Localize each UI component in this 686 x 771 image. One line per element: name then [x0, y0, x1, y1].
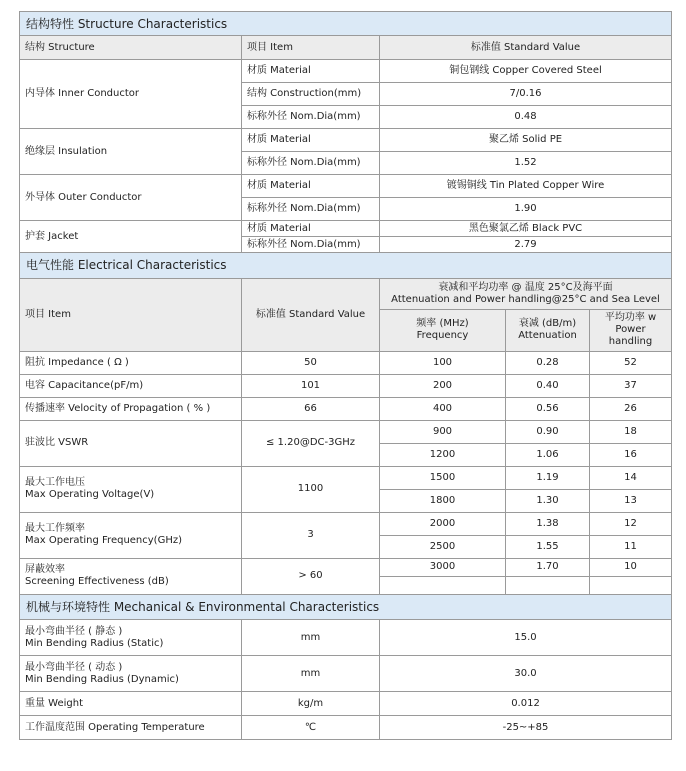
min-bend-static-label-en: Min Bending Radius (Static): [25, 637, 164, 649]
attenuation-cell: 1.55: [506, 535, 590, 558]
insulation-item: 材质 Material: [242, 129, 380, 152]
weight-unit: kg/m: [242, 692, 380, 716]
power-cell: 52: [590, 351, 672, 374]
weight-label: 重量 Weight: [20, 692, 242, 716]
velocity-label: 传播速率 Velocity of Propagation ( % ): [20, 397, 242, 420]
empty-cell: [506, 576, 590, 594]
structure-header: 结构 Structure: [20, 36, 242, 60]
attenuation-col-header: [506, 309, 590, 351]
jacket-label: 护套 Jacket: [20, 221, 242, 253]
power-cell: 11: [590, 535, 672, 558]
power-cell: 16: [590, 443, 672, 466]
power-cell: 12: [590, 512, 672, 535]
frequency-cell: 900: [380, 420, 506, 443]
outer-conductor-value: 1.90: [380, 198, 672, 221]
structure-table: [19, 11, 672, 253]
max-voltage-label: [20, 466, 242, 512]
structure-section-title: 结构特性 Structure Characteristics: [20, 12, 672, 36]
min-bend-dynamic-label-en: Min Bending Radius (Dynamic): [25, 673, 179, 685]
temperature-unit: ℃: [242, 716, 380, 740]
min-bend-static-label-cn: 最小弯曲半径 ( 静态 ): [25, 625, 123, 637]
min-bend-static-value: 15.0: [380, 620, 672, 656]
attenuation-header-en: Attenuation and Power handling@25°C and Sea Level: [391, 293, 660, 305]
min-bend-dynamic-value: 30.0: [380, 656, 672, 692]
attenuation-cell: 0.28: [506, 351, 590, 374]
attenuation-cell: 0.40: [506, 374, 590, 397]
velocity-value: 66: [242, 397, 380, 420]
frequency-cell: 1800: [380, 489, 506, 512]
attenuation-cell: 1.70: [506, 558, 590, 576]
min-bend-static-label: [20, 620, 242, 656]
attenuation-cell: 1.30: [506, 489, 590, 512]
power-cell: 10: [590, 558, 672, 576]
min-bend-dynamic-label-cn: 最小弯曲半径 ( 动态 ): [25, 661, 123, 673]
frequency-header: [380, 309, 506, 351]
empty-cell: [590, 576, 672, 594]
inner-conductor-item: 材质 Material: [242, 60, 380, 83]
impedance-value: 50: [242, 351, 380, 374]
screening-label-cn: 屏蔽效率: [25, 564, 65, 575]
screening-value: > 60: [242, 558, 380, 594]
inner-conductor-item: 结构 Construction(mm): [242, 83, 380, 106]
frequency-header-en: Frequency: [416, 330, 469, 341]
power-cell: 37: [590, 374, 672, 397]
mechanical-table: [19, 595, 672, 741]
max-voltage-value: 1100: [242, 466, 380, 512]
attenuation-cell: 1.19: [506, 466, 590, 489]
attenuation-cell: 1.06: [506, 443, 590, 466]
frequency-cell: 2500: [380, 535, 506, 558]
screening-label-en: Screening Effectiveness (dB): [25, 576, 169, 587]
frequency-cell: 3000: [380, 558, 506, 576]
frequency-cell: 400: [380, 397, 506, 420]
outer-conductor-item: 标称外径 Nom.Dia(mm): [242, 198, 380, 221]
inner-conductor-value: 铜包钢线 Copper Covered Steel: [380, 60, 672, 83]
power-cell: 13: [590, 489, 672, 512]
frequency-cell: 1200: [380, 443, 506, 466]
frequency-cell: 2000: [380, 512, 506, 535]
weight-value: 0.012: [380, 692, 672, 716]
screening-label: [20, 558, 242, 594]
inner-conductor-value: 0.48: [380, 106, 672, 129]
frequency-cell: 1500: [380, 466, 506, 489]
attenuation-cell: 0.56: [506, 397, 590, 420]
electrical-value-header: 标准值 Standard Value: [242, 278, 380, 351]
vswr-label: 驻波比 VSWR: [20, 420, 242, 466]
impedance-label: 阻抗 Impedance ( Ω ): [20, 351, 242, 374]
electrical-item-header: 项目 Item: [20, 278, 242, 351]
max-frequency-value: 3: [242, 512, 380, 558]
max-frequency-label: [20, 512, 242, 558]
item-header: 项目 Item: [242, 36, 380, 60]
attenuation-header: [380, 278, 672, 309]
attenuation-col-header-cn: 衰减 (dB/m): [518, 318, 577, 329]
frequency-cell: 100: [380, 351, 506, 374]
capacitance-value: 101: [242, 374, 380, 397]
insulation-value: 1.52: [380, 152, 672, 175]
vswr-value: ≤ 1.20@DC-3GHz: [242, 420, 380, 466]
power-header-en: Power: [615, 324, 646, 335]
spec-sheet: [19, 11, 671, 740]
jacket-value: 2.79: [380, 237, 672, 253]
frequency-cell: 200: [380, 374, 506, 397]
power-cell: 26: [590, 397, 672, 420]
power-cell: 14: [590, 466, 672, 489]
mechanical-section-title: 机械与环境特性 Mechanical & Environmental Characteristics: [20, 595, 672, 620]
min-bend-dynamic-label: [20, 656, 242, 692]
outer-conductor-value: 镀锡铜线 Tin Plated Copper Wire: [380, 175, 672, 198]
inner-conductor-item: 标称外径 Nom.Dia(mm): [242, 106, 380, 129]
max-frequency-label-cn: 最大工作频率: [25, 523, 85, 534]
inner-conductor-label: 内导体 Inner Conductor: [20, 60, 242, 129]
temperature-value: -25~+85: [380, 716, 672, 740]
max-voltage-label-cn: 最大工作电压: [25, 477, 85, 488]
power-cell: 18: [590, 420, 672, 443]
outer-conductor-label: 外导体 Outer Conductor: [20, 175, 242, 221]
attenuation-cell: 0.90: [506, 420, 590, 443]
empty-cell: [380, 576, 506, 594]
insulation-label: 绝缘层 Insulation: [20, 129, 242, 175]
power-header: [590, 309, 672, 351]
insulation-value: 聚乙烯 Solid PE: [380, 129, 672, 152]
max-frequency-label-en: Max Operating Frequency(GHz): [25, 535, 183, 546]
max-voltage-label-en: Max Operating Voltage(V): [25, 489, 155, 500]
outer-conductor-item: 材质 Material: [242, 175, 380, 198]
min-bend-static-unit: mm: [242, 620, 380, 656]
electrical-section-title: 电气性能 Electrical Characteristics: [20, 253, 672, 278]
jacket-value: 黑色聚氯乙烯 Black PVC: [380, 221, 672, 237]
power-header-en-2: handling: [608, 336, 653, 347]
jacket-item: 材质 Material: [242, 221, 380, 237]
standard-value-header: 标准值 Standard Value: [380, 36, 672, 60]
jacket-item: 标称外径 Nom.Dia(mm): [242, 237, 380, 253]
electrical-table: [19, 253, 672, 595]
inner-conductor-value: 7/0.16: [380, 83, 672, 106]
attenuation-col-header-en: Attenuation: [518, 330, 577, 341]
power-header-cn: 平均功率 w: [604, 312, 657, 323]
frequency-header-cn: 频率 (MHz): [416, 318, 469, 329]
insulation-item: 标称外径 Nom.Dia(mm): [242, 152, 380, 175]
attenuation-header-cn: 衰减和平均功率 @ 温度 25°C及海平面: [438, 281, 613, 293]
min-bend-dynamic-unit: mm: [242, 656, 380, 692]
attenuation-cell: 1.38: [506, 512, 590, 535]
capacitance-label: 电容 Capacitance(pF/m): [20, 374, 242, 397]
temperature-label: 工作温度范围 Operating Temperature: [20, 716, 242, 740]
